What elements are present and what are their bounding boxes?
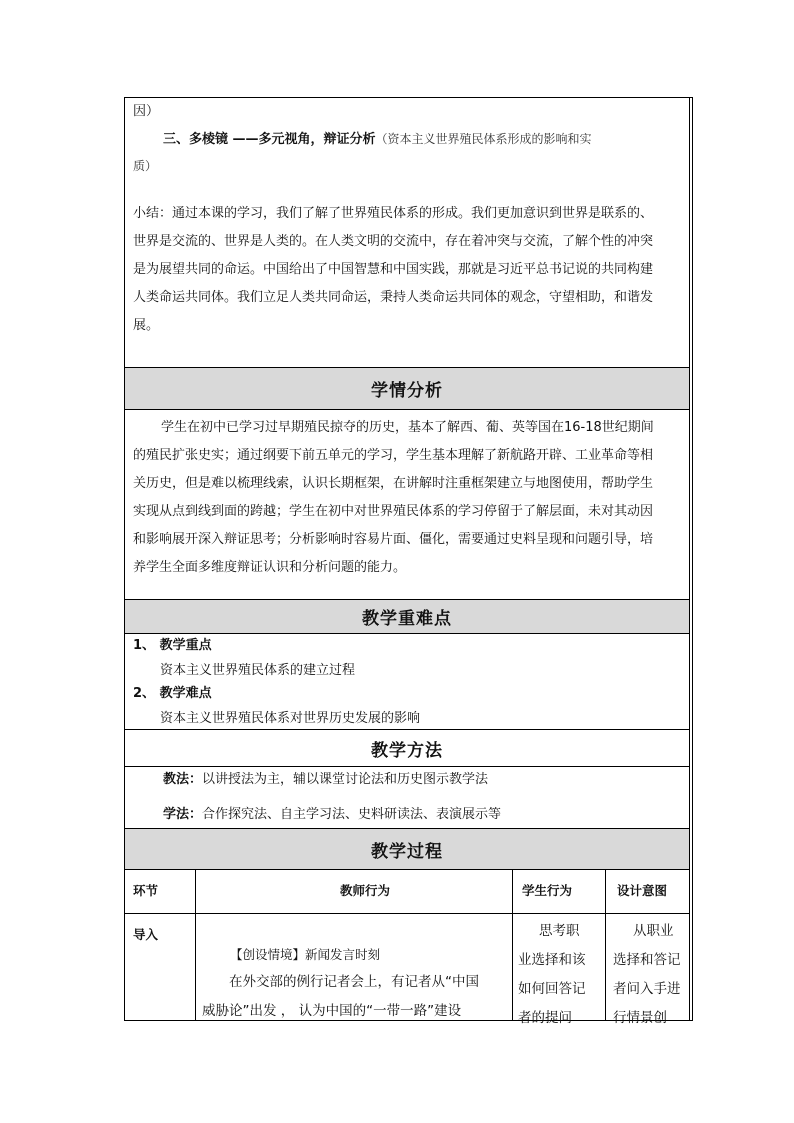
teach-method — [163, 767, 488, 793]
learn-method-label: 学法： — [163, 807, 203, 822]
table-left-border — [124, 97, 125, 1021]
section-header-key-points: 教学重难点 — [125, 599, 689, 634]
learn-method — [163, 802, 501, 828]
summary-line: 小结：通过本课的学习，我们了解了世界殖民体系的形成。我们更加意识到世界是联系的、 — [133, 206, 654, 221]
table-right-border — [689, 97, 690, 1021]
analysis-paragraph — [133, 414, 683, 582]
teacher-activity-title: 【创设情境】新闻发言时刻 — [230, 947, 381, 962]
teach-method-text: 以讲授法为主，辅以课堂讨论法和历史图示教学法 — [202, 772, 489, 787]
stage-cell: 导入 — [133, 927, 159, 942]
summary-line: 人类命运共同体。我们立足人类共同命运，秉持人类命运共同体的观念，守望相助，和谐发 — [133, 290, 654, 305]
student-activity-cell — [518, 917, 604, 1033]
analysis-line: 养学生全面多维度辩证认识和分析问题的能力。 — [133, 560, 407, 575]
key-point-text: 资本主义世界殖民体系的建立过程 — [160, 663, 356, 678]
design-intent-line: 行情景创 — [613, 1010, 667, 1026]
table-right-border-outer — [692, 97, 693, 1021]
learn-method-text: 合作探究法、自主学习法、史料研读法、表演展示等 — [202, 807, 502, 822]
analysis-line: 关历史，但是难以梳理线索，认识长期框架，在讲解时注重框架建立与地图使用，帮助学生 — [133, 476, 654, 491]
text-line: 因） — [133, 104, 160, 119]
subheading — [163, 126, 592, 153]
summary-paragraph — [133, 200, 683, 340]
teach-method-label: 教法： — [163, 772, 203, 787]
column-header-student: 学生行为 — [522, 883, 573, 898]
subheading-title: 三、多棱镜 ——多元视角，辩证分析 — [163, 132, 376, 147]
column-header-stage: 环节 — [133, 883, 159, 898]
column-divider — [195, 869, 196, 1021]
student-activity-line: 业选择和该 — [518, 952, 586, 968]
teacher-activity-text — [202, 968, 507, 1026]
table-top-border — [124, 97, 693, 98]
teacher-activity-line: 在外交部的例行记者会上，有记者从“中国 — [229, 974, 479, 990]
design-intent-cell — [613, 917, 689, 1033]
analysis-line: 的殖民扩张史实；通过纲要下前五单元的学习，学生基本理解了新航路开辟、工业革命等相 — [133, 448, 654, 463]
design-intent-line: 选择和答记 — [613, 952, 681, 968]
student-activity-line: 者的提问 — [518, 1010, 572, 1026]
analysis-line: 实现从点到线到面的跨越；学生在初中对世界殖民体系的学习停留于了解层面，未对其动因 — [133, 504, 654, 519]
column-divider — [605, 869, 606, 1021]
section-header-process: 教学过程 — [125, 828, 689, 870]
column-header-teacher: 教师行为 — [340, 883, 391, 898]
design-intent-line: 从职业 — [633, 923, 674, 939]
summary-line: 展。 — [133, 318, 160, 333]
analysis-line: 和影响展开深入辩证思考；分析影响时容易片面、僵化，需要通过史料呈现和问题引导，培 — [133, 532, 654, 547]
difficulty-text: 资本主义世界殖民体系对世界历史发展的影响 — [160, 711, 421, 726]
section-header-analysis: 学情分析 — [125, 367, 689, 410]
student-activity-line: 思考职 — [539, 923, 580, 939]
difficulty-heading: 2、 教学难点 — [133, 686, 212, 701]
column-header-intent: 设计意图 — [617, 883, 668, 898]
design-intent-line: 者问入手进 — [613, 981, 681, 997]
subheading-note: （资本主义世界殖民体系形成的影响和实 — [375, 132, 592, 146]
summary-line: 是为展望共同的命运。中国给出了中国智慧和中国实践，那就是习近平总书记说的共同构建 — [133, 262, 654, 277]
teacher-activity-line: 威胁论”出发 ， 认为中国的“一带一路”建设 — [202, 1003, 462, 1019]
student-activity-line: 如何回答记 — [518, 981, 586, 997]
column-divider — [512, 869, 513, 1021]
summary-line: 世界是交流的、世界是人类的。在人类文明的交流中，存在着冲突与交流，了解个性的冲突 — [133, 234, 654, 249]
section-header-method: 教学方法 — [125, 729, 689, 767]
text-line: 质） — [133, 159, 158, 173]
key-point-heading: 1、 教学重点 — [133, 638, 212, 653]
analysis-line: 学生在初中已学习过早期殖民掠夺的历史，基本了解西、葡、英等国在16-18世纪期间 — [161, 420, 654, 435]
